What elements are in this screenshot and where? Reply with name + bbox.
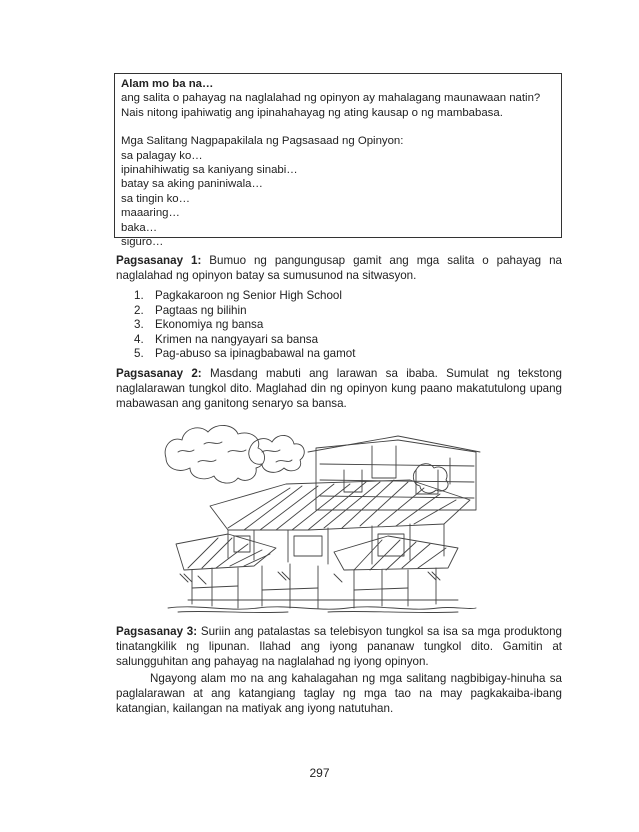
list-item-text: Pagkakaroon ng Senior High School	[155, 289, 342, 302]
info-box-list-heading: Mga Salitang Nagpapakilala ng Pagsasaad ng Opinyon:	[121, 135, 404, 148]
info-box-title: Alam mo ba na…	[121, 78, 214, 90]
exercise-3-text: Suriin ang patalastas sa telebisyon tungkol sa isa sa mga produktong tinatangkilik ng lipunan. Ilahad ang iyong pananaw tungkol dito. Gamitin at salungguhitan ang pahayag na naglalahad ng iyong opinyon.	[116, 625, 563, 668]
list-item-number: 5.	[134, 347, 144, 361]
list-item-number: 2.	[134, 303, 144, 317]
opinion-phrase: ipinahihiwatig sa kaniyang sinabi…	[121, 164, 298, 177]
page-number: 297	[309, 766, 330, 780]
list-item	[134, 318, 355, 333]
exercise-3-instructions	[116, 624, 562, 669]
exercise-2-text: Masdang mabuti ang larawan sa ibaba. Sumulat ng tekstong naglalarawan tungkol dito. Maglahad din ng opinyon kung paano makatutulong upang mabawasan ang ganitong senaryo sa bansa.	[116, 367, 562, 410]
opinion-phrase: sa palagay ko…	[121, 149, 203, 162]
exercise-3-label: Pagsasanay 3:	[116, 625, 198, 638]
exercise-1-text: Bumuo ng pangungusap gamit ang mga salita o pahayag na naglalahad ng opinyon batay sa sumusunod na sitwasyon.	[116, 254, 562, 282]
list-item	[134, 333, 355, 348]
opinion-phrase: batay sa aking paniniwala…	[121, 178, 263, 191]
list-item-text: Krimen na nangyayari sa bansa	[155, 332, 319, 346]
list-item-number: 3.	[134, 318, 144, 332]
info-box-intro-line: ang salita o pahayag na naglalahad ng opinyon ay mahalagang maunawaan natin?	[121, 92, 541, 105]
exercise-1-instructions	[116, 253, 562, 283]
exercise-1-label: Pagsasanay 1:	[116, 254, 202, 267]
list-item-number: 1.	[134, 289, 144, 302]
exercise-2-label: Pagsasanay 2:	[116, 367, 202, 380]
list-item-number: 4.	[134, 332, 144, 346]
opinion-phrase: sa tingin ko…	[121, 192, 191, 205]
info-box-intro-line: Nais nitong ipahiwatig ang ipinahahayag ng ating kausap o ng mambabasa.	[121, 106, 503, 119]
slum-houses-sketch	[158, 418, 484, 614]
closing-paragraph: Ngayong alam mo na ang kahalagahan ng mga salitang nagbibigay-hinuha sa paglalarawan at ang katangiang taglay ng mga tao na may pagkakaiba-ibang katangian, kailangan na matiyak ang iyong natutuhan.	[116, 672, 562, 715]
opinion-phrase: siguro…	[121, 236, 164, 249]
list-item	[134, 304, 355, 319]
exercise-2-instructions	[116, 366, 562, 411]
opinion-phrase: maaaring…	[121, 207, 180, 220]
info-box	[114, 73, 562, 249]
list-item	[134, 347, 355, 362]
list-item-text: Pagtaas ng bilihin	[155, 303, 247, 317]
exercise-1-list	[134, 289, 355, 362]
list-item-text: Pag-abuso sa ipinagbabawal na gamot	[155, 347, 356, 361]
opinion-phrase: baka…	[121, 221, 158, 234]
list-item-text: Ekonomiya ng bansa	[155, 318, 264, 332]
list-item	[134, 289, 355, 304]
